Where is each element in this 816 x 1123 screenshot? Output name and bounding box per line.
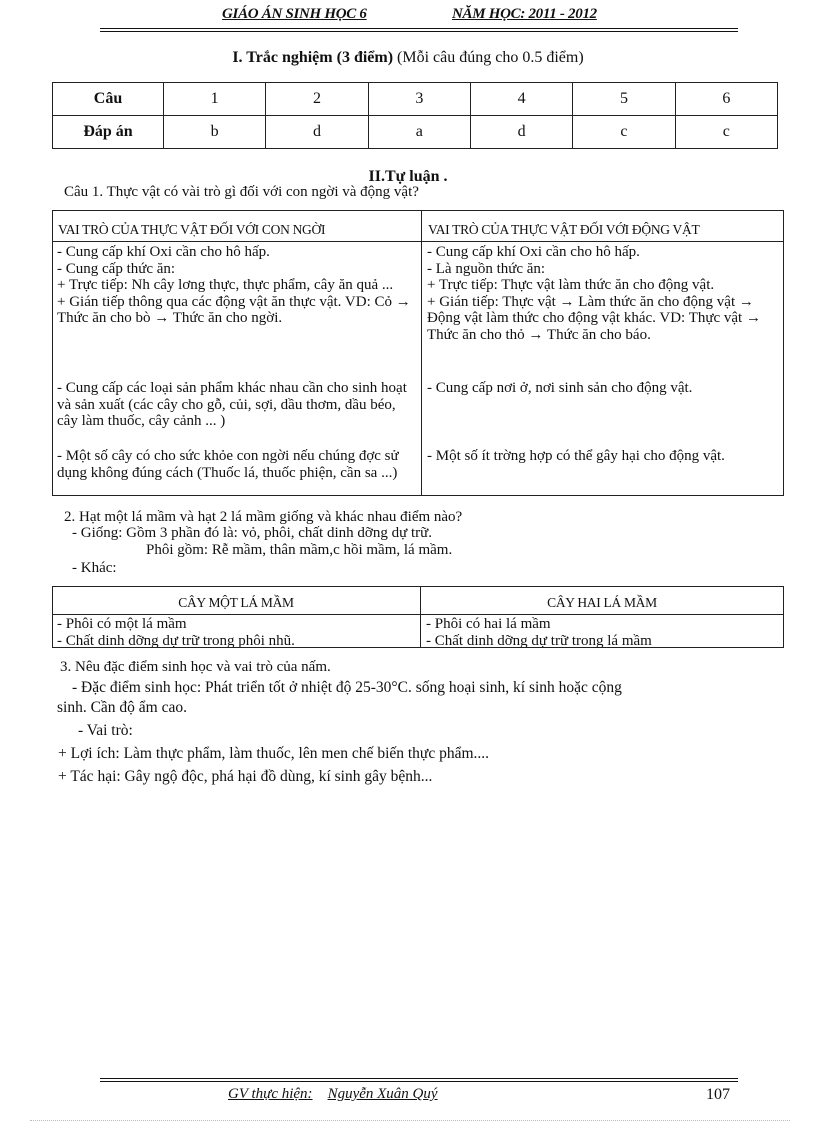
part1-title: I. Trắc nghiệm (3 điểm) <box>232 49 394 66</box>
humans-cell-harmful: - Một số cây có cho sức khỏe con ngời nếu chúng đợc sử dụng không đúng cách (Thuốc lá, thuốc phiện, cần sa ...) <box>57 448 399 481</box>
q2-difference-label: - Khác: <box>72 560 117 576</box>
answer-cell: c <box>675 116 777 149</box>
animals-cell-habitat: - Cung cấp nơi ở, nơi sinh sản cho động vật. <box>427 380 693 396</box>
page-number: 107 <box>706 1086 730 1103</box>
cell-line: - Cung cấp khí Oxi cần cho hô hấp. <box>57 244 270 260</box>
cell-line: - Phôi có một lá mầm <box>57 616 187 632</box>
question-number: 1 <box>164 83 266 116</box>
cell-line: - Là nguồn thức ăn: <box>427 260 546 277</box>
cell-line: - Chất dinh dỡng dự trữ trong lá mầm <box>426 632 652 647</box>
q3-biological-features-cont: sinh. Cần độ ẩm cao. <box>57 699 188 716</box>
animals-cell-food-oxygen <box>427 244 779 343</box>
q3-harms: + Tác hại: Gây ngộ độc, phá hại đồ dùng, kí sinh gây bệnh... <box>58 768 433 785</box>
answer-row <box>53 116 778 149</box>
humans-cell-food-oxygen <box>57 244 417 327</box>
answer-cell: c <box>573 116 675 149</box>
teacher-name: Nguyễn Xuân Quý <box>327 1086 438 1102</box>
question-row-label: Câu <box>53 83 164 116</box>
q3-biological-features: - Đặc điểm sinh học: Phát triển tốt ở nhiệt độ 25-30°C. sống hoại sinh, kí sinh hoặc cộng <box>72 679 622 696</box>
question-number: 5 <box>573 83 675 116</box>
q3-role-label: - Vai trò: <box>78 722 133 739</box>
footer-teacher <box>228 1086 438 1103</box>
question-2: 2. Hạt một lá mầm và hạt 2 lá mầm giống và khác nhau điểm nào? <box>64 509 463 525</box>
teacher-label: GV thực hiện: <box>228 1086 313 1102</box>
cell-line: - Phôi có hai lá mầm <box>426 616 551 632</box>
cell-line: + Trực tiếp: Nh cây lơng thực, thực phẩm, cây ăn quả ... <box>57 277 394 293</box>
question-number: 3 <box>368 83 470 116</box>
answer-row-label: Đáp án <box>53 116 164 149</box>
answer-cell: b <box>164 116 266 149</box>
humans-cell-products: - Cung cấp các loại sản phẩm khác nhau cần cho sinh hoạt và sản xuất (các cây cho gỗ, củi, sợi, dầu thơm, dầu béo, cây làm thuốc, cây cảnh ... ) <box>57 380 407 429</box>
cell-line: - Chất dinh dỡng dự trữ trong phôi nhũ. <box>57 632 295 647</box>
cell-line: + Gián tiếp: Thực vật → Làm thức ăn cho động vật → Động vật làm thức cho động vật khác. VD: Thực vật → Thức ăn cho thỏ → Thức ăn cho báo. <box>427 293 761 343</box>
cell-line: - Cung cấp thức ăn: <box>57 260 176 277</box>
part1-heading <box>0 49 816 67</box>
dicot-cell <box>426 616 780 647</box>
question-row <box>53 83 778 116</box>
header-school-year: NĂM HỌC: 2011 - 2012 <box>452 6 597 22</box>
question-number: 4 <box>470 83 572 116</box>
part1-note: (Mỗi câu đúng cho 0.5 điểm) <box>397 49 584 66</box>
table-header-animals: VAI TRÒ CỦA THỰC VẬT ĐỐI VỚI ĐỘNG VẬT <box>428 222 700 237</box>
question-1: Câu 1. Thực vật có vài trò gì đối với con ngời và động vật? <box>64 184 419 200</box>
question-3: 3. Nêu đặc điểm sinh học và vai trò của nấm. <box>60 659 331 675</box>
table-header-dicot: CÂY HAI LÁ MẦM <box>547 595 657 610</box>
q2-similarity: - Giống: Gồm 3 phần đó là: vỏ, phôi, chất dinh dỡng dự trữ. <box>72 525 432 541</box>
page-bottom-border <box>30 1120 790 1121</box>
part2-title: II.Tự luận . <box>368 168 448 185</box>
table-header-humans: VAI TRÒ CỦA THỰC VẬT ĐỐI VỚI CON NGỜI <box>58 222 326 237</box>
header-rule <box>100 28 738 29</box>
table-header-divider <box>52 614 784 615</box>
answer-table <box>52 82 778 149</box>
table-column-divider <box>421 210 422 496</box>
cell-line: + Trực tiếp: Thực vật làm thức ăn cho động vật. <box>427 277 715 293</box>
answer-cell: d <box>470 116 572 149</box>
answer-cell: a <box>368 116 470 149</box>
monocot-cell <box>57 616 415 647</box>
cell-line: + Gián tiếp thông qua các động vật ăn thực vật. VD: Cỏ → Thức ăn cho bò → Thức ăn cho ngời. <box>57 293 411 326</box>
table-header-monocot: CÂY MỘT LÁ MẦM <box>178 595 294 610</box>
question-number: 2 <box>266 83 368 116</box>
table-header-divider <box>52 241 784 242</box>
answer-cell: d <box>266 116 368 149</box>
footer-rule-2 <box>100 1081 738 1082</box>
header-rule-2 <box>100 31 738 32</box>
animals-cell-harmful: - Một số ít trờng hợp có thể gây hại cho động vật. <box>427 448 725 464</box>
q2-embryo-parts: Phôi gồm: Rễ mầm, thân mầm,c hồi mầm, lá mầm. <box>146 542 453 558</box>
cell-line: - Cung cấp khí Oxi cần cho hô hấp. <box>427 244 640 260</box>
question-number: 6 <box>675 83 777 116</box>
q3-benefits: + Lợi ích: Làm thực phẩm, làm thuốc, lên men chế biến thực phẩm.... <box>58 745 490 762</box>
footer-rule <box>100 1078 738 1079</box>
header-subject: GIÁO ÁN SINH HỌC 6 <box>222 6 367 22</box>
